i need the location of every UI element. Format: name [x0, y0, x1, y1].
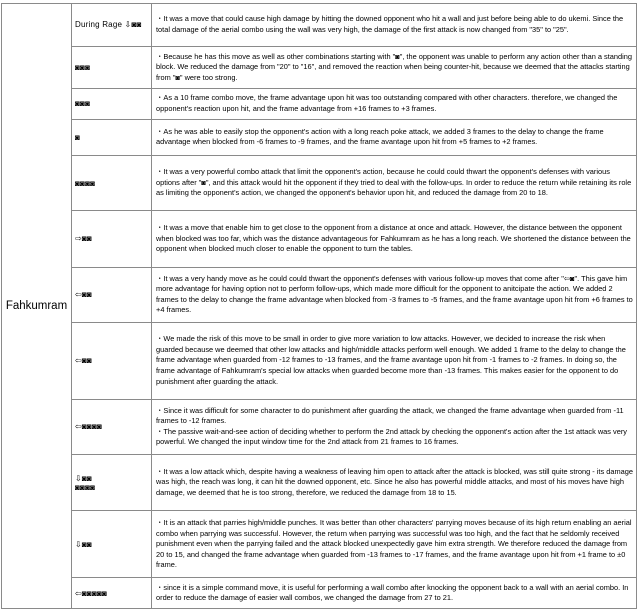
move-command: ◙◙◙	[72, 89, 152, 119]
move-command: ⇩◙◙	[72, 511, 152, 578]
move-description: ・It was a very powerful combo attack that limit the opponent's action, because he could could thwart the opponent's defenses with various options after "◙", and this attack would hit the opponent if they tried to deal with the follow-ups. In order to reduce the return while retaining its role as limiting the opponent's action, we changed the opponent's behavior upon hit, and reduced the damage from 20 to 18.	[152, 156, 637, 211]
table-row	[2, 4, 637, 47]
move-command: ⇦◙◙◙◙	[72, 399, 152, 454]
table-row	[2, 156, 637, 211]
move-command: ◙◙◙◙	[72, 156, 152, 211]
move-command: ◙	[72, 119, 152, 156]
move-description: ・It is an attack that parries high/middle punches. It was better than other characters' parrying moves because of its high return enabling an aerial combo when parrying was successful. However, the return when parrying was successful was too high, and the fact that he seldomly received punishment even when the parrying failed and the attack blocked unexpectedly gave him extra strength. We therefore reduced the damage from 20 to 15, and changed the frame advantage when guarded from -13 frames to -17 frames, and the frame avantage upon hit from +1 frame to ±0 frame.	[152, 511, 637, 578]
move-command: ⇦◙◙	[72, 267, 152, 322]
table-row	[2, 46, 637, 89]
table-row	[2, 89, 637, 119]
move-command: ◙◙◙	[72, 46, 152, 89]
move-description: ・It was a move that enable him to get close to the opponent from a distance at once and attack. However, the distance between the opponent when blocked was too far, which was the distance advantageous for Fahkumram as he has a long reach. We shortened the distance between the opponent when blocked much closer to enable the opponent to turn the tables.	[152, 211, 637, 268]
table-row	[2, 399, 637, 454]
move-description: ・It was a move that could cause high damage by hitting the downed opponent who hit a wall and just before being able to do ukemi. Since the total damage of the aerial combo using the wall was very high, the damage of the first attack is now changed from "35" to "25".	[152, 4, 637, 47]
table-row	[2, 267, 637, 322]
table-row	[2, 119, 637, 156]
move-description: ・It was a very handy move as he could could thwart the opponent's defenses with various follow-up moves that come after "⇦◙". This gave him more advantage for having option not to perform follow-ups, which made more difficult for the opponent to anitcipate the action. We added 2 frames to the delay to change the frame advantage when blocked from -3 frames to -5 frames, and the frame avantage upon hit from +6 frames to +4 frames.	[152, 267, 637, 322]
move-description: ・As he was able to easily stop the opponent's action with a long reach poke attack, we added 3 frames to the delay to change the frame advantage when blocked from -6 frames to -9 frames, and the frame avantage upon hit from +5 frames to +2 frames.	[152, 119, 637, 156]
move-command: ⇩◙◙ ◙◙◙◙	[72, 454, 152, 511]
move-command: During Rage ⇩◙◙	[72, 4, 152, 47]
move-command: ⇦◙◙◙◙◙	[72, 578, 152, 609]
table-row	[2, 211, 637, 268]
move-description: ・We made the risk of this move to be small in order to give more variation to low attacks. However, we decided to increase the risk when guarded because we deemed that other low attacks and high/middle attacks perform well enough. We added 1 frame to the delay to change the frame advantage when guarded from -12 frames to -13 frames, and the frame avantage upon hit from -1 frames to -2 frames. In doing so, the frame advantage of Fahkumram's special low attacks when guarded become more than -13 frames. This makes easier for the opponent to do punishment after guarding the attack.	[152, 322, 637, 399]
move-command: ⇨◙◙	[72, 211, 152, 268]
table-row	[2, 454, 637, 511]
move-command: ⇦◙◙	[72, 322, 152, 399]
move-description: ・Since it was difficult for some character to do punishment after guarding the attack, we changed the frame advantage when guarded from -11 frames to -12 frames. ・The passive wait-and-see action of deciding whether to perform the 2nd attack by checking the opponent's action after the 1st attack was very powerful. We changed the input window time for the 2nd attack from 21 frames to 16 frames.	[152, 399, 637, 454]
move-description: ・Because he has this move as well as other combinations starting with "◙", the opponent was unable to perform any action other than a standing block. We reduced the damage from "20" to "16", and removed the reaction when being counter-hit, because we deemed that the attacks starting from "◙" were too strong.	[152, 46, 637, 89]
patch-notes-table	[1, 3, 637, 609]
patch-notes-table-container	[1, 3, 637, 609]
table-row	[2, 322, 637, 399]
character-name: Fahkumram	[2, 4, 72, 609]
table-row	[2, 511, 637, 578]
table-row	[2, 578, 637, 609]
move-description: ・As a 10 frame combo move, the frame advantage upon hit was too outstanding compared with other characters. therefore, we changed the opponent's reaction upon hit, and the frame advantage from +16 frames to +3 frames.	[152, 89, 637, 119]
move-description: ・since it is a simple command move, it is useful for performing a wall combo after knocking the opponent back to a wall with an aerial combo. In order to reduce the damage of easier wall combos, we changed the damage from 27 to 21.	[152, 578, 637, 609]
move-description: ・It was a low attack which, despite having a weakness of leaving him open to attack after the attack is blocked, was still quite strong - its damage was high, the reach was long, it can hit the downed opponent, etc. Since he also has powerful middle attacks, and most of his moves have high damage, we deemed that he is too strong, therefore, we reduced the damage from 18 to 15.	[152, 454, 637, 511]
